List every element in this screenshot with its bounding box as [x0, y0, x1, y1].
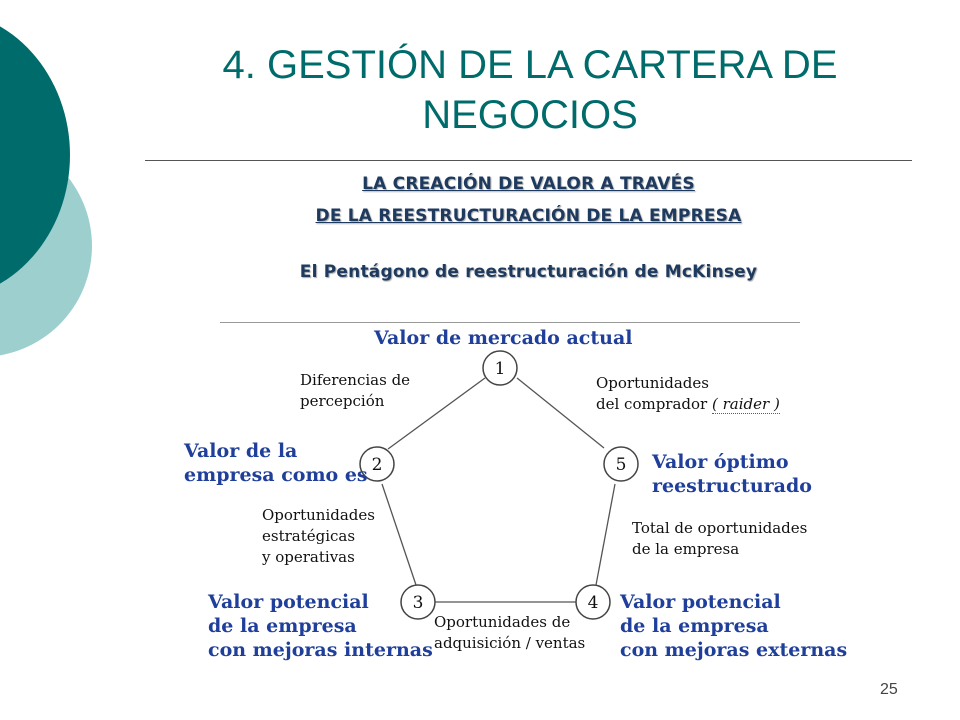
- title-line-1: 4. GESTIÓN DE LA CARTERA DE: [222, 43, 838, 87]
- label-internal-line-2: de la empresa: [208, 615, 357, 637]
- label-acquisition-line-2: adquisición / ventas: [434, 634, 586, 652]
- node-1-label: 1: [494, 359, 506, 379]
- edge-1-5: [517, 378, 604, 448]
- label-perception-line-2: percepción: [300, 392, 385, 410]
- label-total-line-2: de la empresa: [632, 540, 740, 558]
- label-external-improvements: [620, 590, 847, 662]
- label-internal-line-3: con mejoras internas: [208, 639, 433, 661]
- label-buyer-text: del comprador: [596, 395, 708, 413]
- diagram-heading: El Pentágono de reestructuración de McKinsey: [299, 262, 758, 282]
- title-divider: [145, 160, 912, 161]
- label-external-line-1: Valor potencial: [620, 591, 781, 613]
- node-3-label: 3: [412, 593, 424, 613]
- node-2-label: 2: [371, 455, 383, 475]
- node-4-label: 4: [587, 593, 599, 613]
- node-5-label: 5: [615, 455, 627, 475]
- edge-3-2: [382, 484, 416, 585]
- label-optimal-value: [652, 450, 812, 498]
- label-internal-improvements: [208, 590, 433, 662]
- slide-title: [150, 40, 910, 140]
- label-total-opportunities: [632, 518, 807, 560]
- title-line-2: NEGOCIOS: [422, 93, 638, 137]
- label-company-as-is-line-2: empresa como es: [184, 464, 368, 486]
- label-strategic-line-3: y operativas: [262, 548, 355, 566]
- label-buyer-line-2: [596, 394, 780, 415]
- subtitle-line-1: LA CREACIÓN DE VALOR A TRAVÉS: [362, 174, 695, 194]
- page-number: 25: [880, 681, 898, 698]
- label-buyer-opportunities: [596, 373, 780, 415]
- label-strategic-opportunities: [262, 505, 375, 568]
- label-market-value: Valor de mercado actual: [374, 327, 633, 349]
- label-strategic-line-1: Oportunidades: [262, 506, 375, 524]
- pentagon-figure: [178, 322, 848, 685]
- label-strategic-line-2: estratégicas: [262, 527, 356, 545]
- label-internal-line-1: Valor potencial: [208, 591, 369, 613]
- label-company-as-is: [184, 439, 368, 487]
- label-acquisition-line-1: Oportunidades de: [434, 613, 571, 631]
- label-external-line-2: de la empresa: [620, 615, 769, 637]
- label-company-as-is-line-1: Valor de la: [184, 440, 298, 462]
- label-acquisition-opportunities: [434, 612, 585, 654]
- label-external-line-3: con mejoras externas: [620, 639, 848, 661]
- label-total-line-1: Total de oportunidades: [632, 519, 808, 537]
- label-buyer-line-1: Oportunidades: [596, 374, 709, 392]
- label-raider: ( raider ): [712, 395, 780, 413]
- label-perception-line-1: Diferencias de: [300, 371, 411, 389]
- subtitle-line-2: DE LA REESTRUCTURACIÓN DE LA EMPRESA: [315, 206, 742, 226]
- label-perception-differences: [300, 370, 410, 412]
- label-optimal-value-line-2: reestructurado: [652, 475, 812, 497]
- label-optimal-value-line-1: Valor óptimo: [652, 451, 789, 473]
- edge-5-4: [596, 484, 615, 585]
